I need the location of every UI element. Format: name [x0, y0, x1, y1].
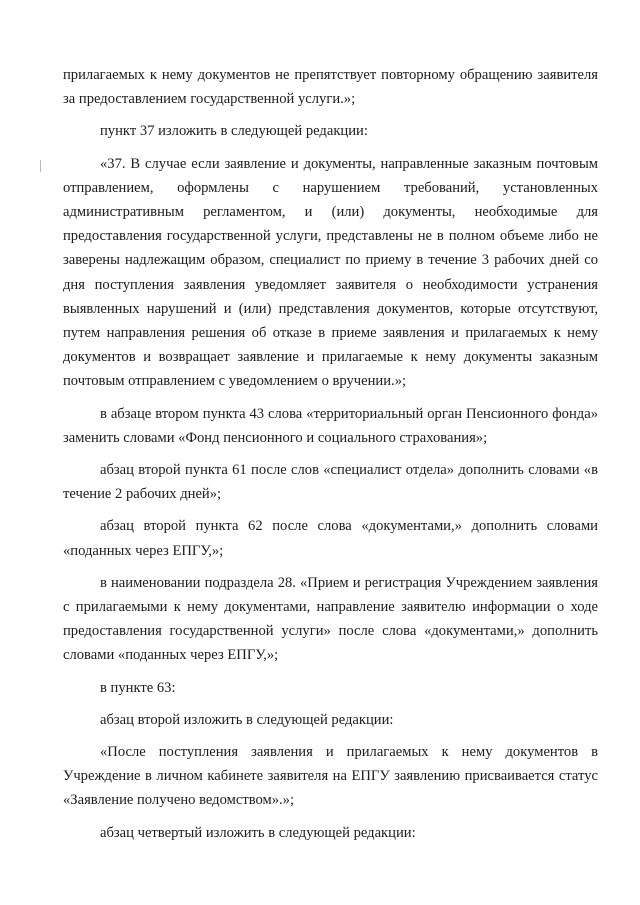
paragraph-item-37-intro: пункт 37 изложить в следующей редакции:: [100, 123, 368, 140]
paragraph-subsection-28-amendment: в наименовании подраздела 28. «Прием и регистрация Учреждением заявления с прилагаемыми к нему документами, направление заявителю информации о ходе предоставления государственной услуги» после слова «документами,» дополнить словами «поданных через ЕПГУ,»;: [63, 574, 598, 664]
margin-mark: [40, 160, 41, 172]
paragraph-item-63-intro: в пункте 63:: [100, 679, 176, 696]
paragraph-second-abzac-intro: абзац второй изложить в следующей редакции:: [100, 711, 394, 728]
paragraph-item-61-amendment: абзац второй пункта 61 после слов «специалист отдела» дополнить словами «в течение 2 рабочих дней»;: [63, 462, 598, 503]
paragraph-continuation: прилагаемых к нему документов не препятствует повторному обращению заявителя за предоставлением государственной услуги.»;: [63, 67, 598, 108]
paragraph-item-43-amendment: в абзаце втором пункта 43 слова «территориальный орган Пенсионного фонда» заменить словами «Фонд пенсионного и социального страхования»;: [63, 405, 598, 446]
paragraph-fourth-abzac-intro: абзац четвертый изложить в следующей редакции:: [100, 824, 416, 841]
paragraph-item-62-amendment: абзац второй пункта 62 после слова «документами,» дополнить словами «поданных через ЕПГУ,»;: [63, 518, 598, 559]
paragraph-item-37-text: «37. В случае если заявление и документы, направленные заказным почтовым отправлением, оформлены с нарушением требований, установленных административным регламентом, и (или) документы, необходимые для предоставления государственной услуги, представлены не в полном объеме либо не заверены надлежащим образом, специалист по приему в течение 3 рабочих дней со дня поступления заявления уведомляет заявителя о необходимости устранения выявленных нарушений и (или) представления документов, которые отсутствуют, путем направления решения об отказе в приеме заявления и прилагаемых к нему документов и возвращает заявление и прилагаемые к нему документы заказным почтовым отправлением с уведомлением о вручении.»;: [63, 155, 598, 390]
paragraph-second-abzac-text: «После поступления заявления и прилагаемых к нему документов в Учреждение в личном кабинете заявителя на ЕПГУ заявлению присваивается статус «Заявление получено ведомством».»;: [63, 744, 598, 809]
document-body: [63, 63, 598, 853]
